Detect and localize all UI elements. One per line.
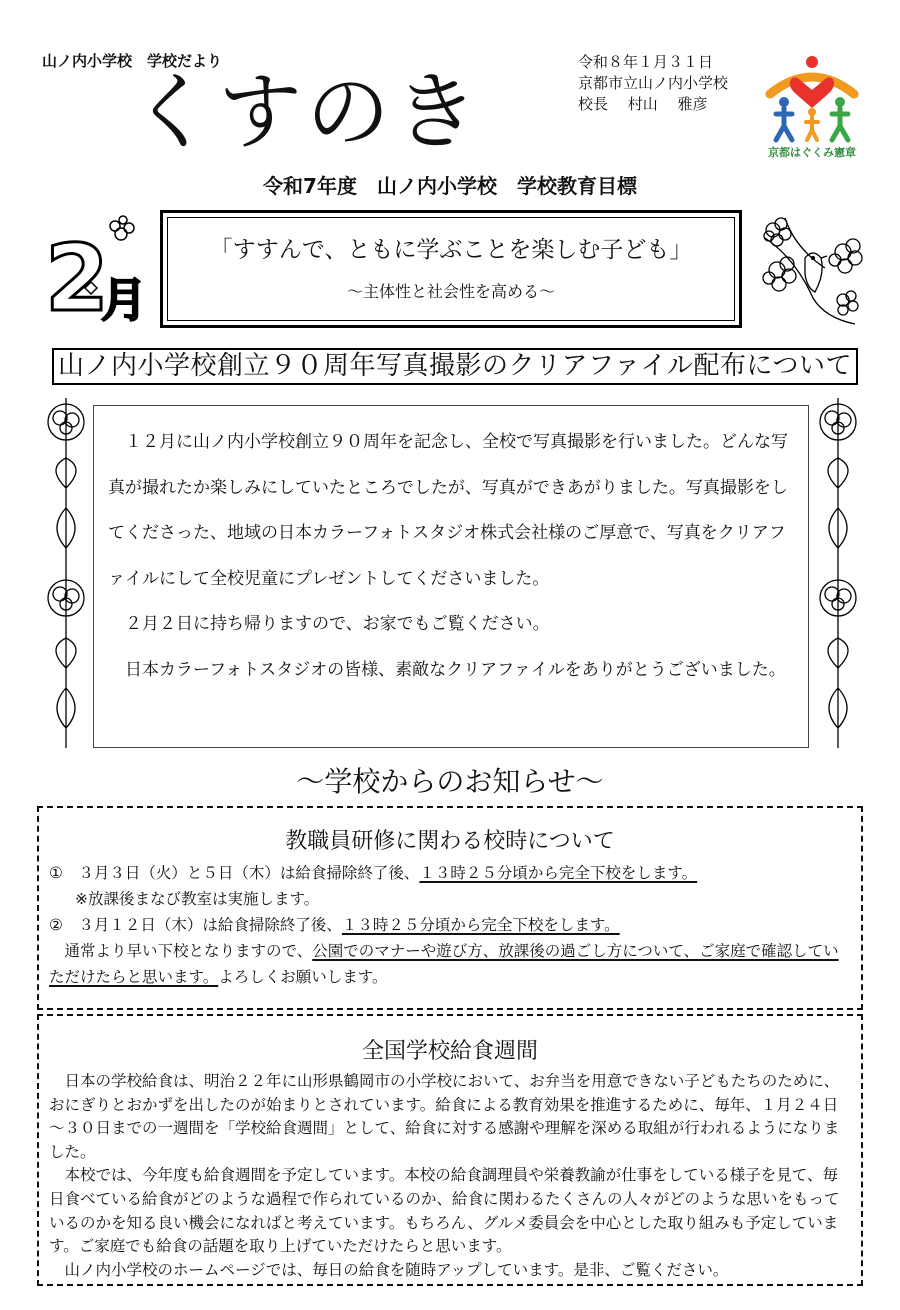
lunch-week-paragraph: 本校では、今年度も給食週間を予定しています。本校の給食調理員や栄養教諭が仕事をしている様子を見て、毎日食べている給食がどのような過程で作られているのか、給食に関わるたくさんの人々がどのような思いをもっているのかを知る良い機会になればと考えています。もちろん、グルメ委員会を中心とした取り組みも予定しています。ご家庭でも給食の話題を取り上げていただけたらと思います。: [49, 1166, 840, 1256]
lunch-week-box: [37, 1014, 863, 1286]
camellia-icon: [40, 398, 92, 748]
training-item-1-note: ※放課後まなび教室は実施します。: [75, 890, 320, 908]
newsletter-series: 山ノ内小学校 学校だより: [42, 52, 223, 70]
article-paragraph: ２月２日に持ち帰りますので、お家でもご覧ください。: [125, 614, 550, 634]
training-title: 教職員研修に関わる校時について: [285, 829, 615, 854]
lunch-week-title: 全国学校給食週間: [361, 1039, 538, 1064]
month-2-icon: [45, 212, 157, 332]
notice-heading: ～学校からのお知らせ～: [296, 765, 604, 798]
logo-caption: 京都はぐくみ憲章: [768, 146, 856, 159]
issue-date: 令和８年１月３１日: [578, 53, 714, 71]
principal-name: 校長 村山 雅彦: [578, 95, 708, 113]
hagukumi-logo: [762, 50, 862, 162]
camellia-border-left: [40, 398, 92, 748]
camellia-border-right: [812, 398, 864, 748]
plum-bird-illustration: [755, 208, 865, 328]
svg-text:2: 2: [45, 225, 110, 332]
newsletter-title: くすのき: [130, 63, 483, 161]
school-name: 京都市立山ノ内小学校: [578, 74, 729, 92]
lunch-week-paragraph: 日本の学校給食は、明治２２年に山形県鶴岡市の小学校において、お弁当を用意できない子どもたちのために、おにぎりとおかずを出したのが始まりとされています。給食による教育効果を推進するために、毎年、１月２４日～３０日までの一週間を「学校給食週間」として、給食に対する感謝や理解を深める取組が行われるようになりました。: [49, 1072, 840, 1161]
goal-main-text: 「すすんで、ともに学ぶことを楽しむ子ども」: [209, 237, 693, 263]
training-item-1: ① ３月３日（火）と５日（木）は給食掃除終了後、１３時２５分頃から完全下校をします。: [49, 864, 698, 882]
lunch-week-paragraph: 山ノ内小学校のホームページでは、毎日の給食を随時アップしています。是非、ご覧ください。: [64, 1260, 729, 1279]
lunch-week-body: [49, 1070, 851, 1282]
training-body: [49, 860, 851, 990]
training-notice-box: [37, 806, 863, 1010]
month-illustration: [45, 212, 157, 332]
article-body: [93, 405, 809, 748]
training-closing: 通常より早い下校となりますので、公園でのマナーや遊び方、放課後の過ごし方について、ご家庭で確認していただけたらと思います。よろしくお願いします。: [49, 942, 839, 986]
camellia-icon: [812, 398, 864, 748]
svg-text:月: 月: [101, 273, 147, 327]
article-title: 山ノ内小学校創立９０周年写真撮影のクリアファイル配布について: [52, 348, 858, 385]
goal-heading: 令和7年度 山ノ内小学校 学校教育目標: [263, 174, 637, 198]
article-paragraph: 日本カラーフォトスタジオの皆様、素敵なクリアファイルをありがとうございました。: [125, 659, 786, 680]
goal-sub-text: ～主体性と社会性を高める～: [346, 282, 555, 301]
issue-info: [578, 52, 728, 115]
goal-box: [160, 210, 742, 328]
training-item-2: ② ３月１２日（木）は給食掃除終了後、１３時２５分頃から完全下校をします。: [49, 916, 620, 934]
article-paragraph: １２月に山ノ内小学校創立９０周年を記念し、全校で写真撮影を行いました。どんな写真が撮れたか楽しみにしていたところでしたが、写真ができあがりました。写真撮影をしてくださった、地域の日本カラーフォトスタジオ株式会社様のご厚意で、写真をクリアファイルにして全校児童にプレゼントしてくださいました。: [108, 432, 788, 589]
plum-blossom-bird-icon: [755, 208, 865, 328]
